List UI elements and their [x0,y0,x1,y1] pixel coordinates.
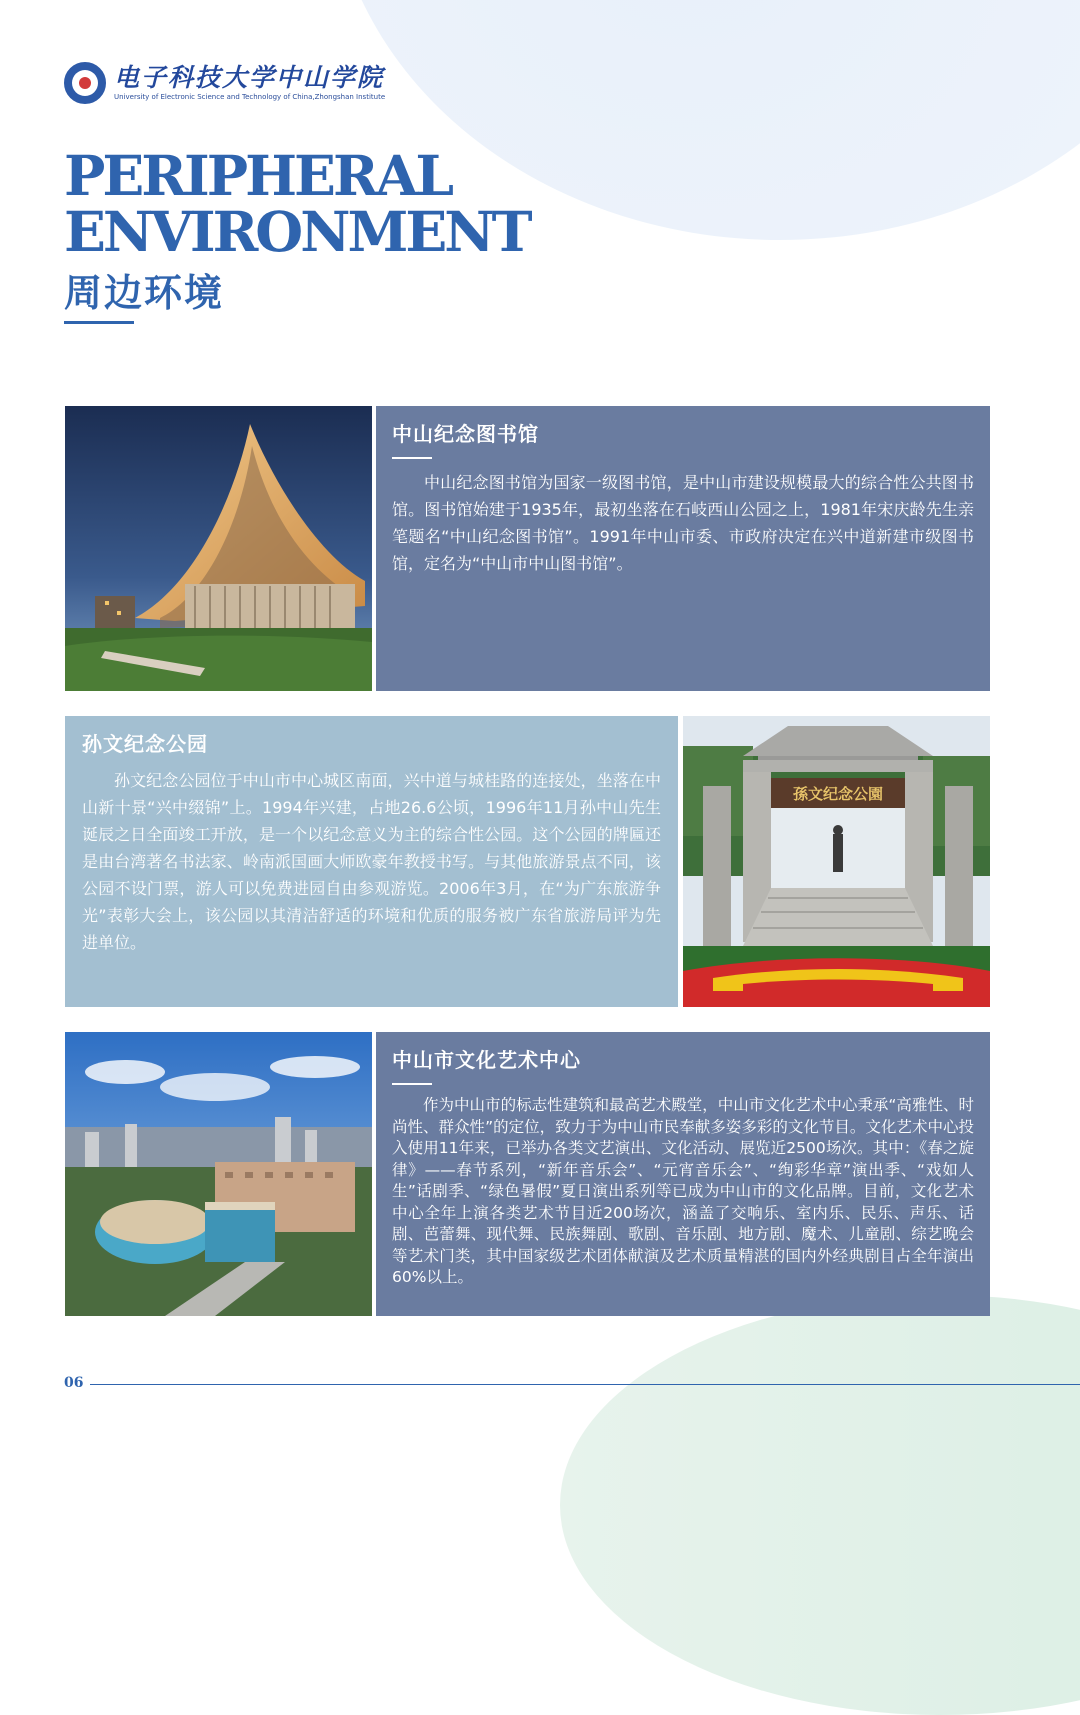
library-photo [65,406,372,691]
logo-chinese-name: 电子科技大学中山学院 [114,63,385,92]
art-center-heading-rule [392,1083,432,1085]
park-description: 孙文纪念公园位于中山市中心城区南面，兴中道与城桂路的连接处，坐落在中山新十景“兴中缀锦”上。1994年兴建，占地26.6公顷，1996年11月孙中山先生诞辰之日全面竣工开放，是一个以纪念意义为主的综合性公园。这个公园的牌匾还是由台湾著名书法家、岭南派国画大师欧豪年教授书写。与其他旅游景点不同，该公园不设门票，游人可以免费进园自由参观游览。2006年3月，在“为广东旅游争光”表彰大会上，该公园以其清洁舒适的环境和优质的服务被广东省旅游局评为先进单位。 [82,771,661,952]
library-heading: 中山纪念图书馆 [392,422,539,446]
park-plaque-text: 孫文纪念公園 [792,785,884,803]
park-heading: 孙文纪念公园 [82,732,208,756]
park-info-panel [65,716,678,1007]
park-photo [683,716,990,1007]
logo-text [114,64,385,102]
footer-rule [90,1384,1080,1385]
title-line-2: ENVIRONMENT [64,199,530,264]
university-logo [64,62,385,104]
logo-english-name: University of Electronic Science and Technology of China,Zhongshan Institute [114,93,386,101]
art-center-description: 作为中山市的标志性建筑和最高艺术殿堂，中山市文化艺术中心秉承“高雅性、时尚性、群众性”的定位，致力于为中山市民奉献多姿多彩的文化节目。文化艺术中心投入使用11年来，已举办各类文艺演出、文化活动、展览近2500场次。其中：《春之旋律》——春节系列，“新年音乐会”、“元宵音乐会”、“绚彩华章”演出季、“戏如人生”话剧季、“绿色暑假”夏日演出系列等已成为中山市的文化品牌。目前，文化艺术中心全年上演各类艺术节目近200场次，涵盖了交响乐、室内乐、民乐、声乐、话剧、芭蕾舞、现代舞、民族舞剧、歌剧、音乐剧、地方剧、魔术、儿童剧、综艺晚会等艺术门类，其中国家级艺术团体献演及艺术质量精湛的国内外经典剧目占全年演出60%以上。 [392,1096,974,1286]
page-title-chinese: 周边环境 [64,271,225,315]
page-number: 06 [64,1375,84,1391]
background-blob-bottom [560,1295,1080,1715]
library-description: 中山纪念图书馆为国家一级图书馆，是中山市建设规模最大的综合性公共图书馆。图书馆始建于1935年，最初坐落在石岐西山公园之上，1981年宋庆龄先生亲笔题名“中山纪念图书馆”。1991年中山市委、市政府决定在兴中道新建市级图书馆，定名为“中山市中山图书馆”。 [392,473,974,573]
art-center-info-panel [376,1032,990,1316]
page-title-english [64,143,530,264]
library-heading-rule [392,457,432,459]
library-info-panel [376,406,990,691]
art-center-photo [65,1032,372,1316]
title-underline [64,321,134,324]
university-emblem-icon [64,62,106,104]
title-line-1: PERIPHERAL [64,143,452,208]
art-center-heading: 中山市文化艺术中心 [392,1048,581,1072]
